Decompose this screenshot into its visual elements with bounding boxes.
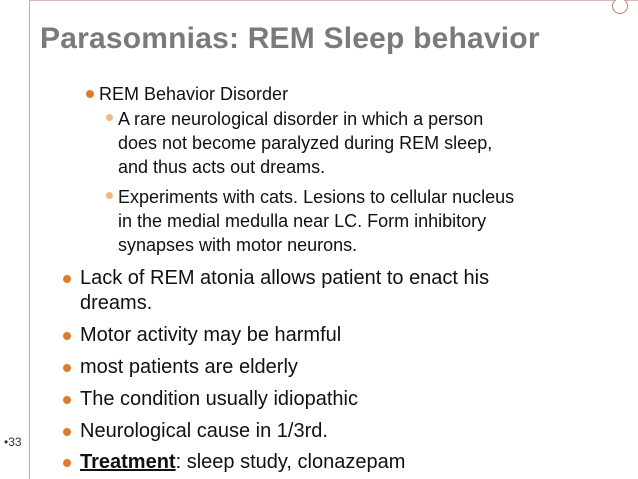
frame-top-border	[29, 0, 638, 4]
bullet-icon	[63, 459, 71, 467]
slide-number: •33	[4, 435, 22, 449]
bullet-text: REM Behavior Disorder	[99, 84, 289, 104]
bullet-icon	[86, 90, 94, 98]
corner-circle-icon	[612, 0, 628, 14]
bullet-text: Motor activity may be harmful	[80, 324, 342, 346]
bullet-text-line: in the medial medulla near LC. Form inhibitory	[118, 211, 487, 231]
bullet-icon	[63, 396, 71, 404]
bullet-text-line: synapses with motor neurons.	[118, 235, 358, 255]
bullet-text-line: dreams.	[80, 292, 153, 314]
treatment-line	[80, 450, 405, 474]
bullet-icon	[106, 114, 113, 121]
bullet-text-line: A rare neurological disorder in which a person	[118, 109, 484, 129]
bullet-icon	[63, 364, 71, 372]
bullet-text-line: Lack of REM atonia allows patient to enact his	[80, 267, 490, 289]
frame-left-border	[29, 0, 30, 479]
bullet-text: The condition usually idiopathic	[80, 388, 358, 410]
bullet-icon	[106, 192, 113, 199]
bullet-text-line: Experiments with cats. Lesions to cellular nucleus	[118, 187, 515, 207]
bullet-icon	[63, 332, 71, 340]
bullet-icon	[63, 428, 71, 436]
treatment-label: Treatment	[80, 451, 176, 473]
treatment-text: : sleep study, clonazepam	[175, 451, 406, 473]
bullet-icon	[63, 275, 71, 283]
slide-title: Parasomnias: REM Sleep behavior	[40, 22, 540, 55]
bullet-text: most patients are elderly	[80, 356, 298, 378]
bullet-text-line: and thus acts out dreams.	[118, 157, 326, 177]
bullet-text: Neurological cause in 1/3rd.	[80, 420, 328, 442]
bullet-text-line: does not become paralyzed during REM sleep,	[118, 133, 493, 153]
